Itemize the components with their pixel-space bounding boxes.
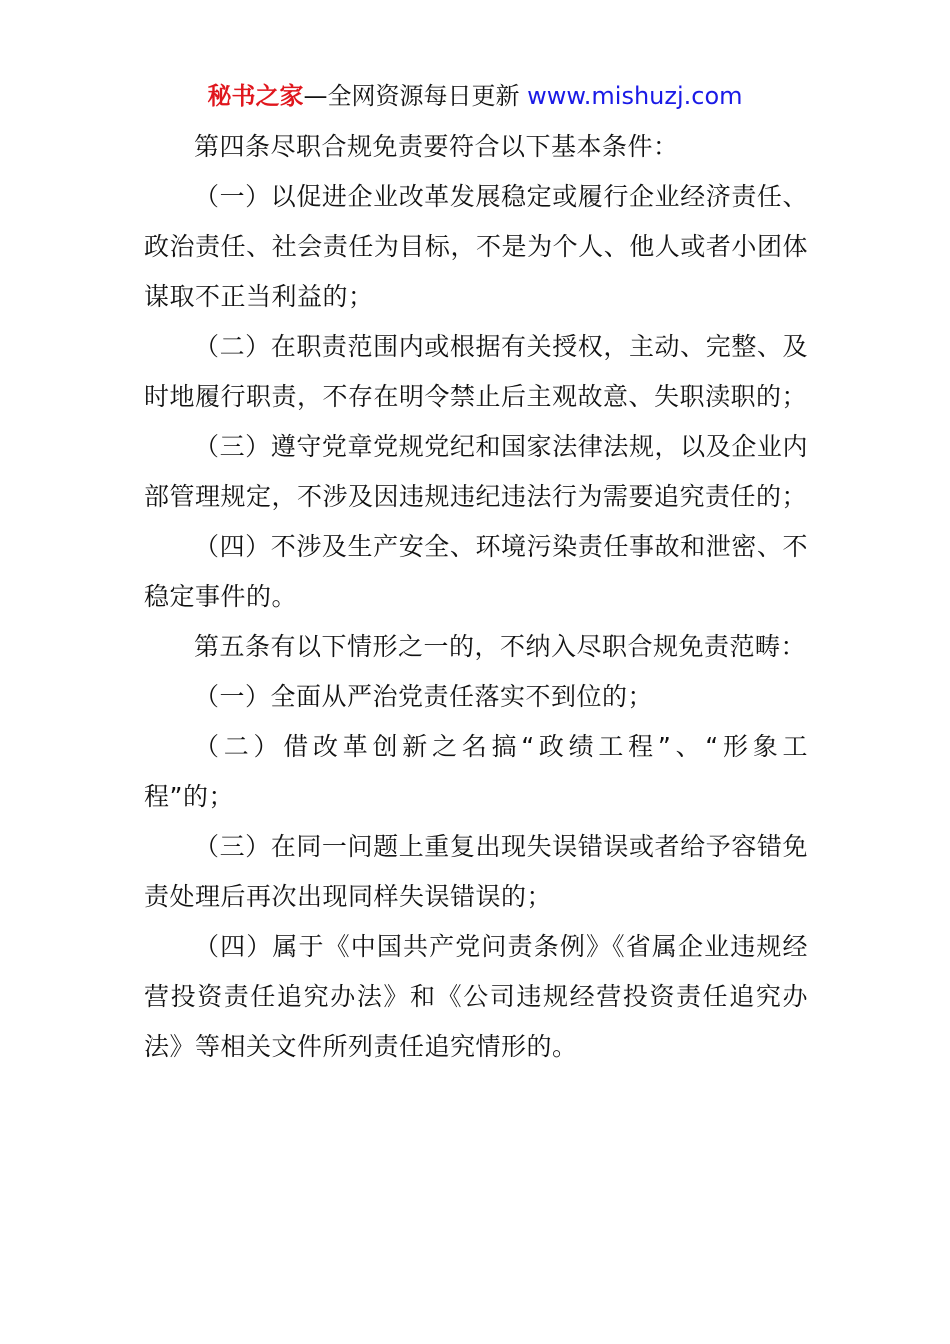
- site-url-link[interactable]: www.mishuzj.com: [527, 82, 743, 110]
- article-4-heading: 第四条尽职合规免责要符合以下基本条件：: [194, 132, 679, 161]
- article-5-clause-1: （一）全面从严治党责任落实不到位的；: [194, 682, 654, 711]
- article-5-clause-2: （二）借改革创新之名搞“政绩工程”、“形象工程”的；: [144, 732, 808, 811]
- article-5-clause-4: （四）属于《中国共产党问责条例》《省属企业违规经营投资责任追究办法》和《公司违规经营投资责任追究办法》等相关文件所列责任追究情形的。: [144, 932, 808, 1061]
- article-5-clause-3: （三）在同一问题上重复出现失误错误或者给予容错免责处理后再次出现同样失误错误的；: [144, 832, 808, 911]
- site-tagline: —全网资源每日更新: [303, 82, 528, 110]
- document-body: [144, 122, 808, 1072]
- article-4-clause-4: （四）不涉及生产安全、环境污染责任事故和泄密、不稳定事件的。: [144, 532, 808, 611]
- article-4-clause-1: （一）以促进企业改革发展稳定或履行企业经济责任、政治责任、社会责任为目标，不是为个人、他人或者小团体谋取不正当利益的；: [144, 182, 808, 311]
- article-4-clause-2: （二）在职责范围内或根据有关授权，主动、完整、及时地履行职责，不存在明令禁止后主观故意、失职渎职的；: [144, 332, 808, 411]
- site-brand: 秘书之家: [207, 82, 304, 110]
- site-header: [0, 80, 950, 112]
- article-4-clause-3: （三）遵守党章党规党纪和国家法律法规，以及企业内部管理规定，不涉及因违规违纪违法行为需要追究责任的；: [144, 432, 808, 511]
- article-5-heading: 第五条有以下情形之一的，不纳入尽职合规免责范畴：: [194, 632, 807, 661]
